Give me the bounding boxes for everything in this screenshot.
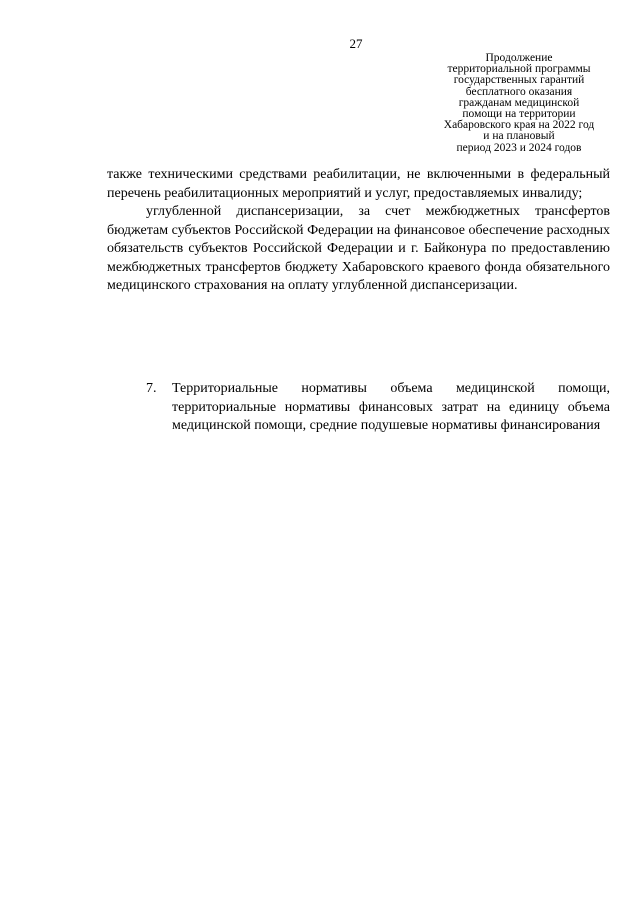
section-number: 7.	[146, 381, 157, 396]
header-line: территориальной программы	[447, 63, 591, 76]
page-number: 27	[349, 36, 363, 51]
section-heading	[146, 380, 610, 436]
document-header	[424, 53, 614, 154]
header-line: и на плановый	[483, 130, 555, 143]
body-text	[107, 166, 610, 296]
header-line: Хабаровского края на 2022 год	[443, 119, 595, 132]
header-line: период 2023 и 2024 годов	[456, 141, 582, 154]
header-line: помощи на территории	[462, 108, 576, 121]
header-line: гражданам медицинской	[458, 96, 580, 109]
header-line: государственных гарантий	[453, 74, 585, 87]
header-line: Продолжение	[485, 52, 553, 64]
paragraph-dispensary: углубленной диспансеризации, за счет межбюджетных трансфертов бюджетам субъектов Российской Федерации на финансовое обеспечение расходных обязательств субъектов Российской Федерации и г. Байконура по предоставлению межбюджетных трансфертов бюджету Хабаровского краевого фонда обязательного медицинского страхования на оплату углубленной диспансеризации.	[107, 204, 610, 293]
header-line: бесплатного оказания	[465, 85, 573, 98]
paragraph-rehabilitation: также техническими средствами реабилитации, не включенными в федеральный перечень реабилитационных мероприятий и услуг, предоставляемых инвалиду;	[107, 167, 610, 201]
section-title: Территориальные нормативы объема медицинской помощи, территориальные нормативы финансовых затрат на единицу объема медицинской помощи, средние подушевые нормативы финансирования	[172, 381, 610, 433]
